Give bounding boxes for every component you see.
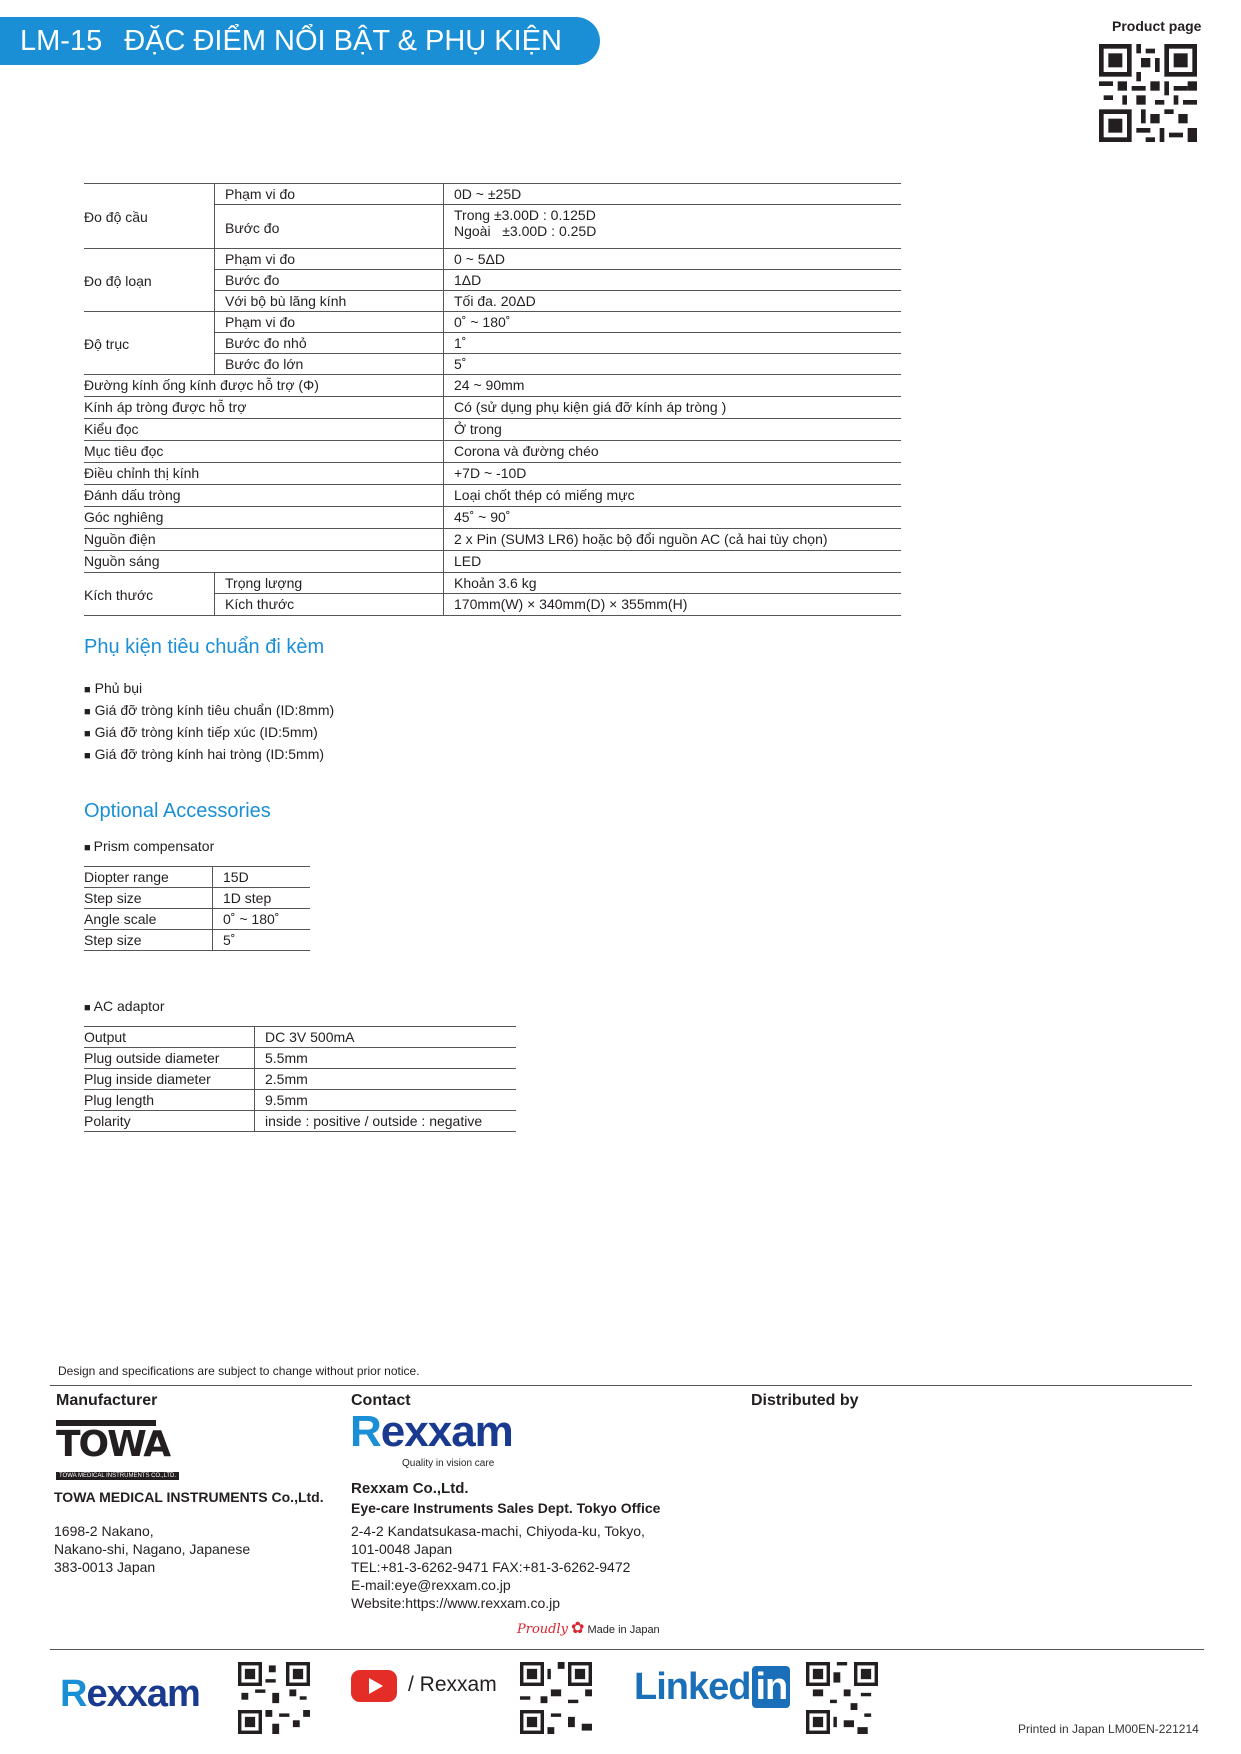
spec-value: LED: [444, 551, 902, 573]
contact-phone: TEL:+81-3-6262-9471 FAX:+81-3-6262-9472: [351, 1559, 631, 1575]
spec-value: Có (sử dụng phụ kiện giá đỡ kính áp tròng ): [444, 397, 902, 419]
list-item: ■ Giá đỡ tròng kính tiếp xúc (ID:5mm): [84, 722, 334, 744]
prism-compensator-heading: ■ Prism compensator: [84, 838, 214, 854]
rexxam-logo-r: R: [350, 1407, 381, 1456]
spec-value: 0 ~ 5ΔD: [444, 249, 902, 270]
spec-value: Ở trong: [444, 419, 902, 441]
spec-value: 170mm(W) × 340mm(D) × 355mm(H): [444, 594, 902, 616]
spec-key: Diopter range: [84, 867, 213, 888]
spec-key: Output: [84, 1027, 255, 1048]
spec-key: Đường kính ống kính được hỗ trợ (Φ): [84, 375, 444, 397]
product-page-label: Product page: [1112, 18, 1202, 34]
manufacturer-address: [54, 1522, 250, 1576]
spec-key: Kích thước: [215, 594, 444, 616]
spec-key: Kiểu đọc: [84, 419, 444, 441]
spec-value: 5˚: [213, 930, 311, 951]
spec-value-line: Ngoài ±3.00D : 0.25D: [454, 223, 597, 239]
spec-value: 1D step: [213, 888, 311, 909]
contact-email[interactable]: E-mail:eye@rexxam.co.jp: [351, 1577, 511, 1593]
spec-key: Angle scale: [84, 909, 213, 930]
address-line: 383-0013 Japan: [54, 1559, 156, 1575]
spec-key: Trọng lượng: [215, 573, 444, 594]
youtube-channel-label[interactable]: / Rexxam: [408, 1673, 497, 1696]
linkedin-logo[interactable]: [634, 1666, 790, 1709]
spec-key: Bước đo nhỏ: [215, 333, 444, 354]
spec-value: Loại chốt thép có miếng mực: [444, 485, 902, 507]
footer-divider: [50, 1385, 1192, 1386]
made-in-japan-badge: [517, 1618, 660, 1638]
list-item: ■ Giá đỡ tròng kính tiêu chuẩn (ID:8mm): [84, 700, 334, 722]
page-title: ĐẶC ĐIỂM NỔI BẬT & PHỤ KIỆN: [124, 25, 562, 57]
spec-key: Góc nghiêng: [84, 507, 444, 529]
print-code: Printed in Japan LM00EN-221214: [1018, 1722, 1199, 1736]
list-item: ■ Giá đỡ tròng kính hai tròng (ID:5mm): [84, 744, 334, 766]
youtube-icon[interactable]: [351, 1670, 397, 1702]
spec-key: Plug outside diameter: [84, 1048, 255, 1069]
spec-group-axis: Độ trục: [84, 312, 215, 375]
contact-website[interactable]: Website:https://www.rexxam.co.jp: [351, 1595, 561, 1611]
spec-key: Bước đo: [215, 205, 444, 249]
rexxam-logo-r: R: [60, 1673, 87, 1715]
spec-key: Plug length: [84, 1090, 255, 1111]
prism-compensator-table: [84, 866, 310, 951]
rexxam-site-qr-icon[interactable]: [238, 1662, 310, 1734]
spec-value: 1ΔD: [444, 270, 902, 291]
spec-value: 24 ~ 90mm: [444, 375, 902, 397]
spec-key: Phạm vi đo: [215, 249, 444, 270]
towa-logo-word: TOWA: [56, 1424, 170, 1465]
spec-value-line: Trong ±3.00D : 0.125D: [454, 207, 596, 223]
spec-value: 5˚: [444, 354, 902, 375]
standard-accessories-heading: Phụ kiện tiêu chuẩn đi kèm: [84, 636, 325, 658]
model-name: LM-15: [20, 25, 103, 57]
spec-value: 45˚ ~ 90˚: [444, 507, 902, 529]
spec-value: [444, 205, 902, 249]
contact-company: Rexxam Co.,Ltd.: [351, 1480, 469, 1497]
spec-group-size: Kích thước: [84, 573, 215, 616]
distributed-by-heading: Distributed by: [751, 1392, 859, 1409]
spec-value: Corona và đường chéo: [444, 441, 902, 463]
linkedin-word: Linked: [634, 1666, 751, 1708]
spec-key: Step size: [84, 930, 213, 951]
spec-key: Đánh dấu tròng: [84, 485, 444, 507]
proudly-text: Proudly: [517, 1622, 568, 1637]
address-line: Nakano-shi, Nagano, Japanese: [54, 1541, 251, 1557]
contact-heading: Contact: [351, 1392, 411, 1409]
spec-value: 9.5mm: [255, 1090, 517, 1111]
spec-key: Plug inside diameter: [84, 1069, 255, 1090]
spec-value: inside : positive / outside : negative: [255, 1111, 517, 1132]
spec-key: Bước đo: [215, 270, 444, 291]
spec-table: [84, 183, 901, 616]
manufacturer-heading: Manufacturer: [56, 1392, 158, 1409]
contact-details: [351, 1522, 645, 1612]
spec-key: Nguồn điện: [84, 529, 444, 551]
spec-key: Bước đo lớn: [215, 354, 444, 375]
product-page-qr-icon[interactable]: [1099, 44, 1197, 142]
towa-logo: [56, 1420, 177, 1479]
made-in-japan-text: Made in Japan: [587, 1624, 660, 1636]
contact-dept: Eye-care Instruments Sales Dept. Tokyo Office: [351, 1500, 661, 1516]
spec-key: Mục tiêu đọc: [84, 441, 444, 463]
spec-value: 0˚ ~ 180˚: [213, 909, 311, 930]
address-line: 2-4-2 Kandatsukasa-machi, Chiyoda-ku, Tokyo,: [351, 1523, 645, 1539]
spec-group-sphere: Đo độ cầu: [84, 184, 215, 249]
ac-adaptor-table: [84, 1026, 516, 1132]
spec-value: Khoản 3.6 kg: [444, 573, 902, 594]
youtube-qr-icon[interactable]: [520, 1662, 592, 1734]
spec-value: 5.5mm: [255, 1048, 517, 1069]
rexxam-tagline: Quality in vision care: [402, 1458, 495, 1469]
disclaimer-notice: Design and specifications are subject to change without prior notice.: [58, 1364, 420, 1378]
spec-value: 2 x Pin (SUM3 LR6) hoặc bộ đổi nguồn AC (cả hai tùy chọn): [444, 529, 902, 551]
rexxam-logo-rest: exxam: [86, 1673, 200, 1715]
social-divider: [50, 1649, 1204, 1650]
spec-key: Với bộ bù lăng kính: [215, 291, 444, 312]
spec-value: 1˚: [444, 333, 902, 354]
standard-accessories-list: [84, 678, 334, 766]
spec-value: 0D ~ ±25D: [444, 184, 902, 205]
spec-value: +7D ~ -10D: [444, 463, 902, 485]
list-item: ■ Phủ bụi: [84, 678, 334, 700]
rexxam-logo: [350, 1407, 513, 1456]
spec-value: 15D: [213, 867, 311, 888]
flower-icon: ✿: [571, 1620, 585, 1637]
spec-key: Phạm vi đo: [215, 184, 444, 205]
spec-value: Tối đa. 20ΔD: [444, 291, 902, 312]
rexxam-social-logo[interactable]: [60, 1672, 200, 1716]
ac-adaptor-heading: ■ AC adaptor: [84, 998, 164, 1014]
title-banner: [0, 17, 600, 65]
towa-logo-sub: TOWA MEDICAL INSTRUMENTS CO.,LTD.: [56, 1472, 179, 1480]
linkedin-in-badge: in: [752, 1666, 790, 1708]
spec-value: 0˚ ~ 180˚: [444, 312, 902, 333]
spec-value: 2.5mm: [255, 1069, 517, 1090]
spec-key: Nguồn sáng: [84, 551, 444, 573]
address-line: 101-0048 Japan: [351, 1541, 453, 1557]
spec-group-cylinder: Đo độ loạn: [84, 249, 215, 312]
rexxam-logo-rest: exxam: [380, 1407, 513, 1456]
linkedin-qr-icon[interactable]: [806, 1662, 878, 1734]
spec-key: Điều chỉnh thị kính: [84, 463, 444, 485]
spec-key: Phạm vi đo: [215, 312, 444, 333]
optional-accessories-heading: Optional Accessories: [84, 800, 271, 822]
spec-key: Polarity: [84, 1111, 255, 1132]
address-line: 1698-2 Nakano,: [54, 1523, 154, 1539]
manufacturer-name: TOWA MEDICAL INSTRUMENTS Co.,Ltd.: [54, 1489, 324, 1505]
spec-value: DC 3V 500mA: [255, 1027, 517, 1048]
spec-key: Step size: [84, 888, 213, 909]
spec-key: Kính áp tròng được hỗ trợ: [84, 397, 444, 419]
